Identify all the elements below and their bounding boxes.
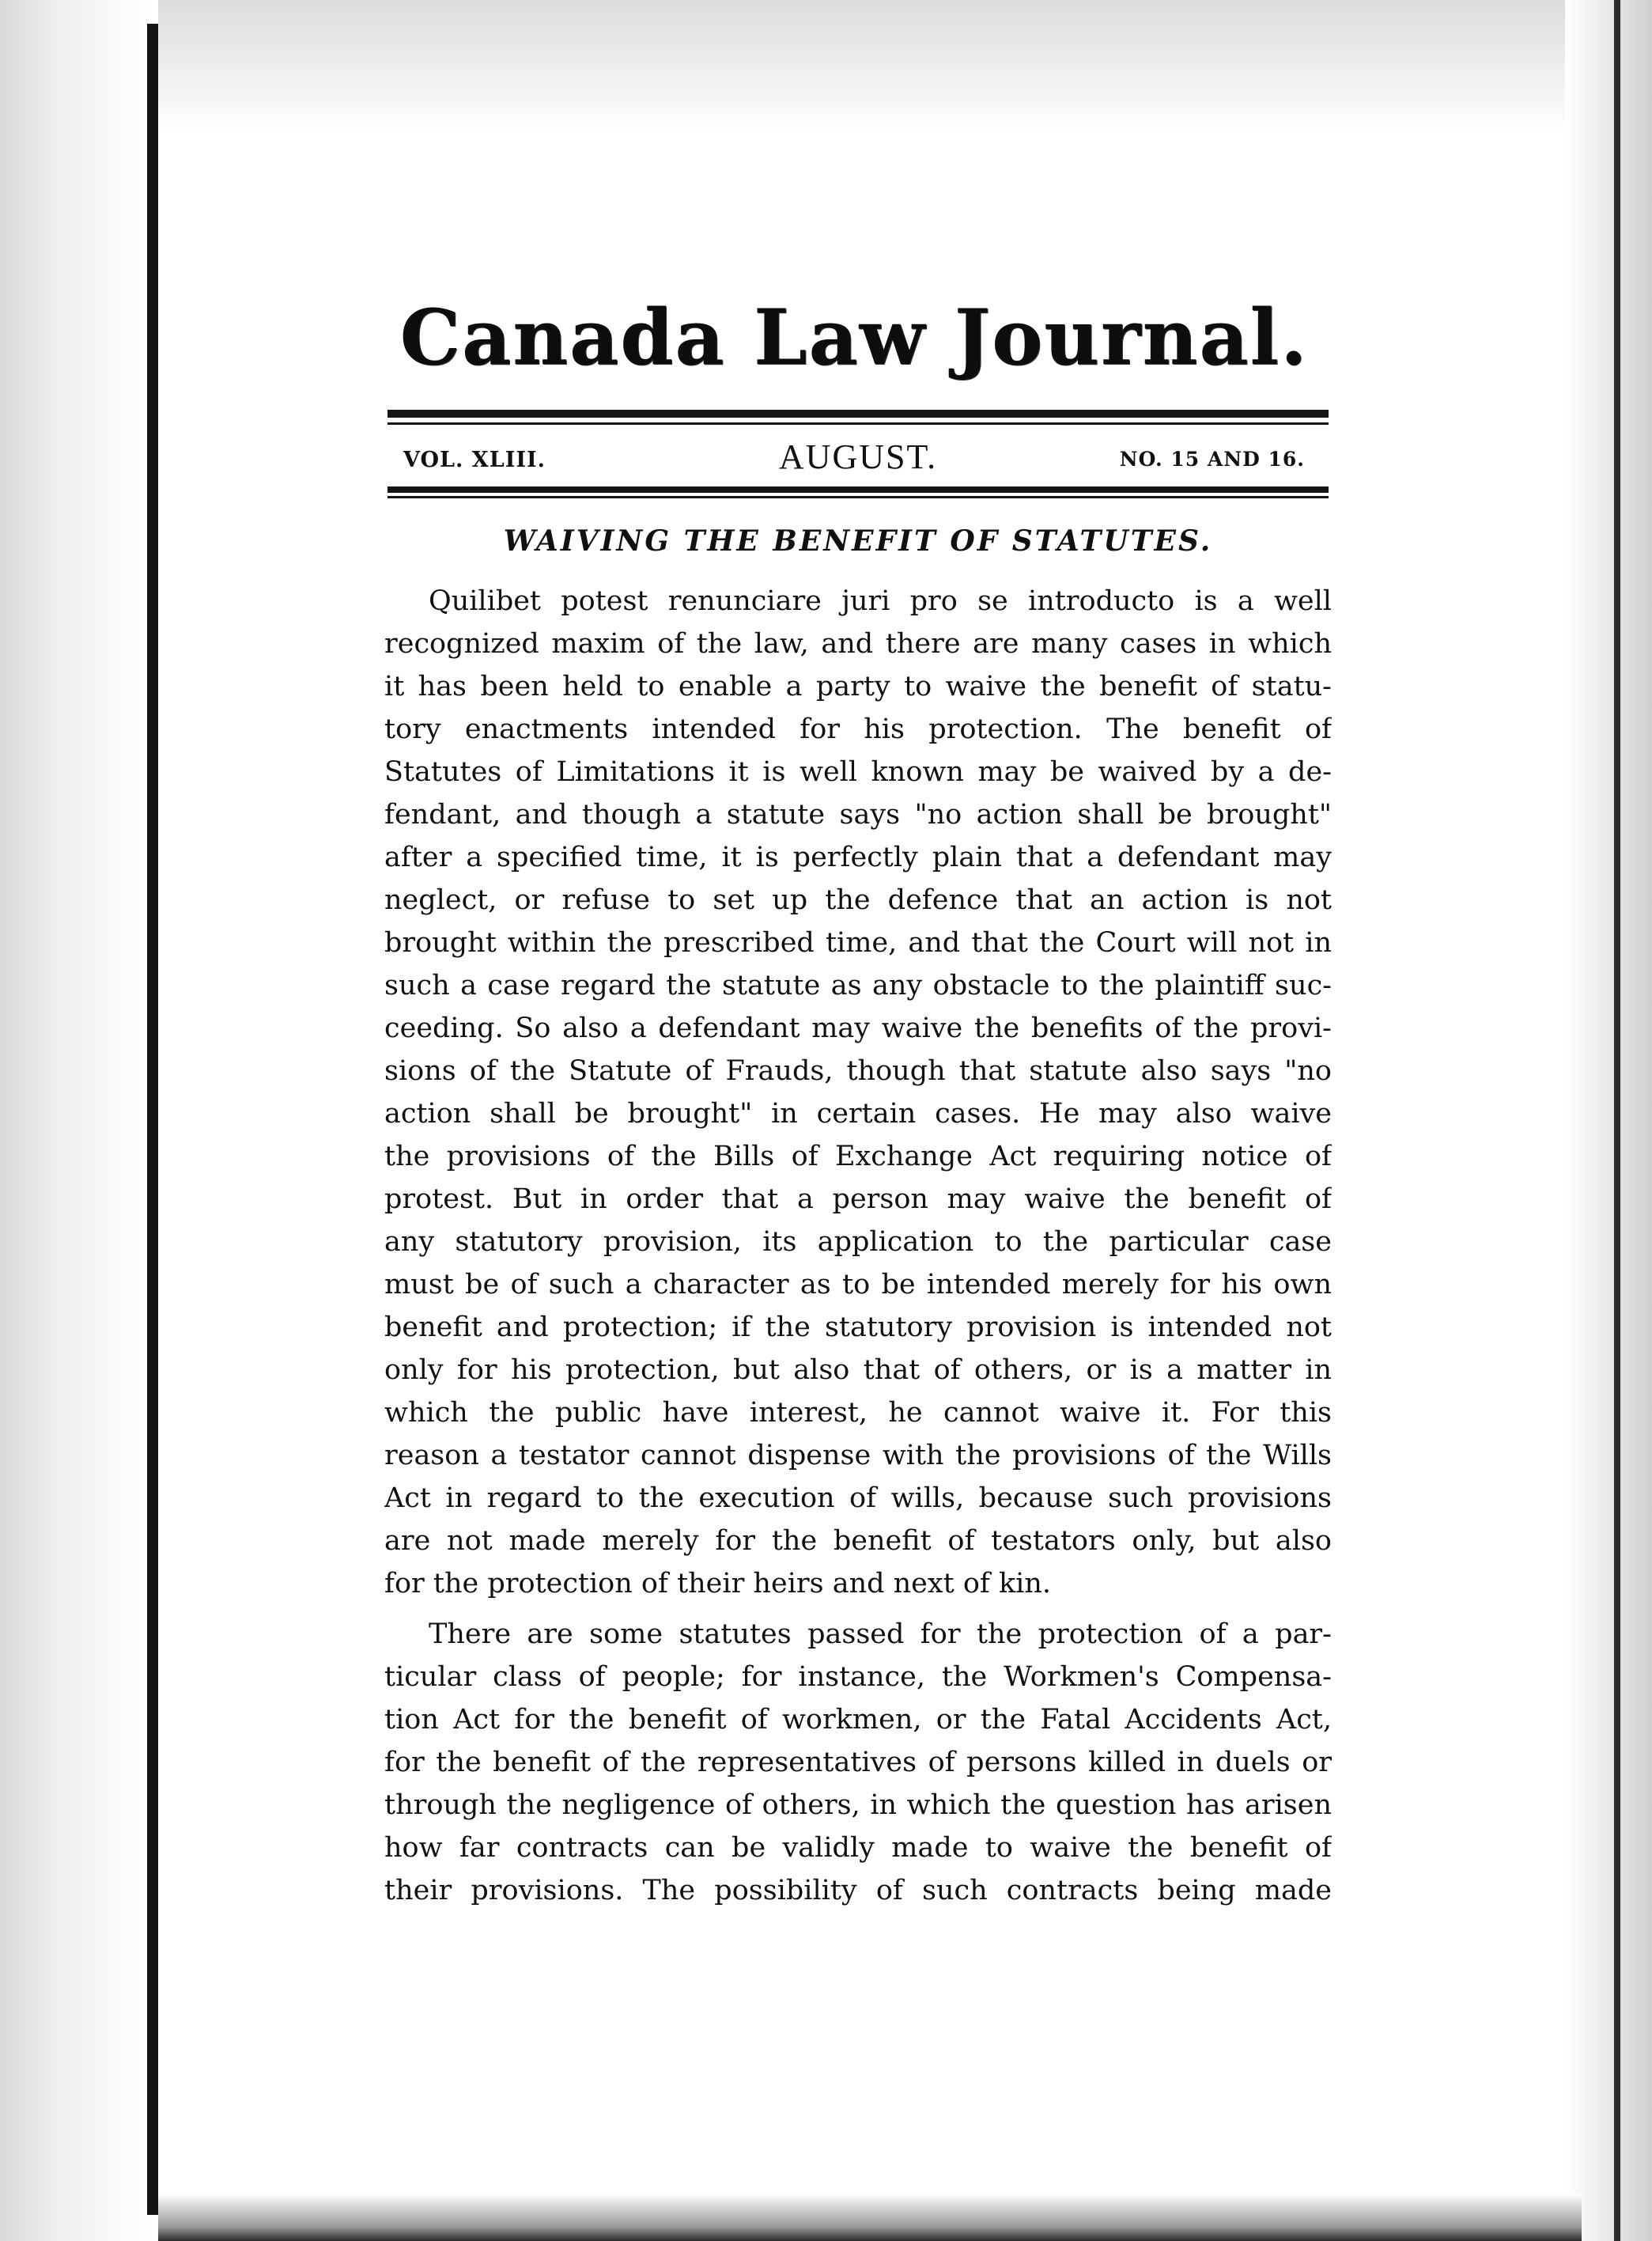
- scan-shadow-top: [158, 0, 1582, 134]
- page-edge-right: [1614, 0, 1620, 2241]
- text-line: ceeding. So also a defendant may waive the benefits of the provi-: [384, 1013, 1332, 1044]
- issue-number: NO. 15 AND 16.: [1119, 448, 1305, 471]
- article-body: [384, 580, 1332, 1912]
- text-line: Quilibet potest renunciare juri pro se introducto is a well: [429, 585, 1332, 617]
- text-line: how far contracts can be validly made to waive the benefit of: [384, 1832, 1332, 1864]
- text-line: for the protection of their heirs and next of kin.: [384, 1568, 1052, 1599]
- issue-month: AUGUST.: [778, 437, 938, 476]
- text-line: after a specified time, it is perfectly plain that a defendant may: [384, 842, 1332, 873]
- text-line: action shall be brought" in certain cases. He may also waive: [384, 1098, 1332, 1130]
- issue-rule-thick: [387, 486, 1329, 493]
- masthead-rule-thick: [387, 410, 1329, 418]
- text-line: tion Act for the benefit of workmen, or the Fatal Accidents Act,: [384, 1704, 1332, 1736]
- text-line: are not made merely for the benefit of testators only, but also: [384, 1525, 1332, 1557]
- text-line: must be of such a character as to be intended merely for his own: [384, 1269, 1332, 1300]
- text-line: ticular class of people; for instance, the Workmen's Compensa-: [384, 1661, 1332, 1693]
- text-line: it has been held to enable a party to waive the benefit of statu-: [384, 671, 1332, 702]
- text-line: any statutory provision, its application to the particular case: [384, 1226, 1332, 1258]
- scan-shadow-bottom: [158, 2194, 1582, 2241]
- text-line: benefit and protection; if the statutory provision is intended not: [384, 1312, 1332, 1343]
- article-title: WAIVING THE BENEFIT OF STATUTES.: [503, 524, 1213, 558]
- text-line: There are some statutes passed for the protection of a par-: [429, 1618, 1332, 1650]
- text-line: their provisions. The possibility of such contracts being made: [384, 1875, 1332, 1906]
- text-line: brought within the prescribed time, and that the Court will not in: [384, 927, 1332, 959]
- scan-shadow-right: [1565, 0, 1652, 2241]
- text-line: neglect, or refuse to set up the defence that an action is not: [384, 884, 1332, 916]
- paragraph: [384, 580, 1332, 1605]
- issue-rule-thin: [387, 496, 1329, 498]
- text-line: reason a testator cannot dispense with the provisions of the Wills: [384, 1440, 1332, 1471]
- text-line: fendant, and though a statute says "no action shall be brought": [384, 799, 1332, 831]
- masthead-rule-thin: [387, 422, 1329, 425]
- page-binding-edge: [147, 24, 158, 2215]
- text-line: through the negligence of others, in which the question has arisen: [384, 1789, 1332, 1821]
- journal-masthead: Canada Law Journal.: [399, 293, 1309, 382]
- text-line: sions of the Statute of Frauds, though that statute also says "no: [384, 1055, 1332, 1087]
- text-line: Statutes of Limitations it is well known may be waived by a de-: [384, 756, 1332, 788]
- text-line: Act in regard to the execution of wills, because such provisions: [384, 1482, 1332, 1514]
- text-line: for the benefit of the representatives of persons killed in duels or: [384, 1747, 1332, 1778]
- text-line: the provisions of the Bills of Exchange Act requiring notice of: [384, 1141, 1332, 1172]
- scan-shadow-left: [0, 0, 150, 2241]
- issue-line: [387, 437, 1329, 476]
- paragraph: [384, 1613, 1332, 1912]
- issue-volume: VOL. XLIII.: [403, 448, 546, 472]
- text-line: protest. But in order that a person may waive the benefit of: [384, 1183, 1332, 1215]
- text-line: only for his protection, but also that of others, or is a matter in: [384, 1354, 1332, 1386]
- text-line: which the public have interest, he cannot waive it. For this: [384, 1397, 1332, 1429]
- text-line: tory enactments intended for his protection. The benefit of: [384, 714, 1332, 745]
- text-line: recognized maxim of the law, and there are many cases in which: [384, 628, 1332, 660]
- text-line: such a case regard the statute as any obstacle to the plaintiff suc-: [384, 970, 1332, 1001]
